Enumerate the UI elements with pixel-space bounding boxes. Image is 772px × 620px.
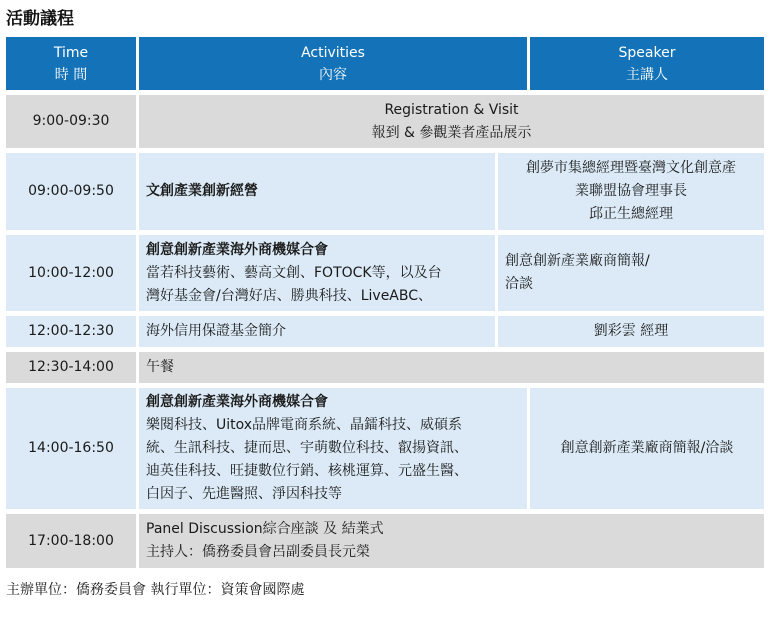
- time-cell: 09:00-09:50: [6, 153, 136, 230]
- activity-line: 白因子、先進醫照、淨因科技等: [146, 486, 342, 502]
- speaker-cell: 創意創新產業廠商簡報/洽談: [530, 388, 764, 509]
- time-cell: 12:30-14:00: [6, 352, 136, 383]
- header-activities-en: Activities: [301, 45, 365, 61]
- header-speaker: [530, 37, 764, 90]
- speaker-cell: [498, 235, 764, 311]
- activity-line: 迪英佳科技、旺捷數位行銷、核桃運算、元盛生醫、: [146, 463, 468, 479]
- speaker-line: 創夢市集總經理暨臺灣文化創意產: [526, 160, 736, 176]
- header-activities-zh: 內容: [319, 67, 347, 83]
- time-cell: 14:00-16:50: [6, 388, 136, 509]
- activity-title: 創意創新產業海外商機媒合會: [146, 241, 328, 258]
- activity-line: 主持人：僑務委員會呂副委員長元榮: [146, 544, 370, 560]
- activity-cell: 海外信用保證基金簡介: [139, 316, 495, 347]
- activity-cell: [139, 235, 495, 311]
- time-cell: 12:00-12:30: [6, 316, 136, 347]
- activity-cell: 午餐: [139, 352, 764, 383]
- speaker-line: 業聯盟協會理事長: [575, 183, 687, 199]
- page-title: 活動議程: [6, 9, 74, 29]
- header-speaker-en: Speaker: [618, 45, 676, 61]
- activity-line: 報到 & 參觀業者產品展示: [371, 124, 532, 141]
- activity-cell: [139, 388, 527, 509]
- activity-cell: [139, 514, 764, 568]
- activity-line: 當若科技藝術、藝高文創、FOTOCK等，以及台: [146, 264, 442, 281]
- activity-cell: [139, 95, 764, 148]
- activity-title: 創意創新產業海外商機媒合會: [146, 394, 328, 410]
- header-speaker-zh: 主講人: [626, 67, 668, 83]
- speaker-cell: 劉彩雲 經理: [498, 316, 764, 347]
- speaker-line: 邱正生總經理: [589, 206, 673, 222]
- activity-line: Panel Discussion綜合座談 及 結業式: [146, 521, 384, 537]
- activity-line: 統、生訊科技、捷而思、宇萌數位科技、叡揚資訊、: [146, 440, 468, 456]
- speaker-line: 洽談: [505, 276, 533, 292]
- time-cell: 9:00-09:30: [6, 95, 136, 148]
- header-time: [6, 37, 136, 90]
- activity-line: 樂閱科技、Uitox品牌電商系統、晶鐳科技、威碩系: [146, 417, 463, 433]
- header-activities: [139, 37, 527, 90]
- speaker-cell: [498, 153, 764, 230]
- header-time-zh: 時 間: [54, 67, 88, 83]
- activity-cell: 文創產業創新經營: [139, 153, 495, 230]
- speaker-line: 創意創新產業廠商簡報/: [505, 253, 650, 269]
- time-cell: 17:00-18:00: [6, 514, 136, 568]
- footer-organizers: 主辦單位：僑務委員會 執行單位：資策會國際處: [6, 582, 305, 598]
- activity-line: 灣好基金會/台灣好店、勝典科技、LiveABC、: [146, 287, 433, 304]
- time-cell: 10:00-12:00: [6, 235, 136, 311]
- header-time-en: Time: [53, 45, 89, 61]
- activity-line: Registration & Visit: [384, 101, 519, 118]
